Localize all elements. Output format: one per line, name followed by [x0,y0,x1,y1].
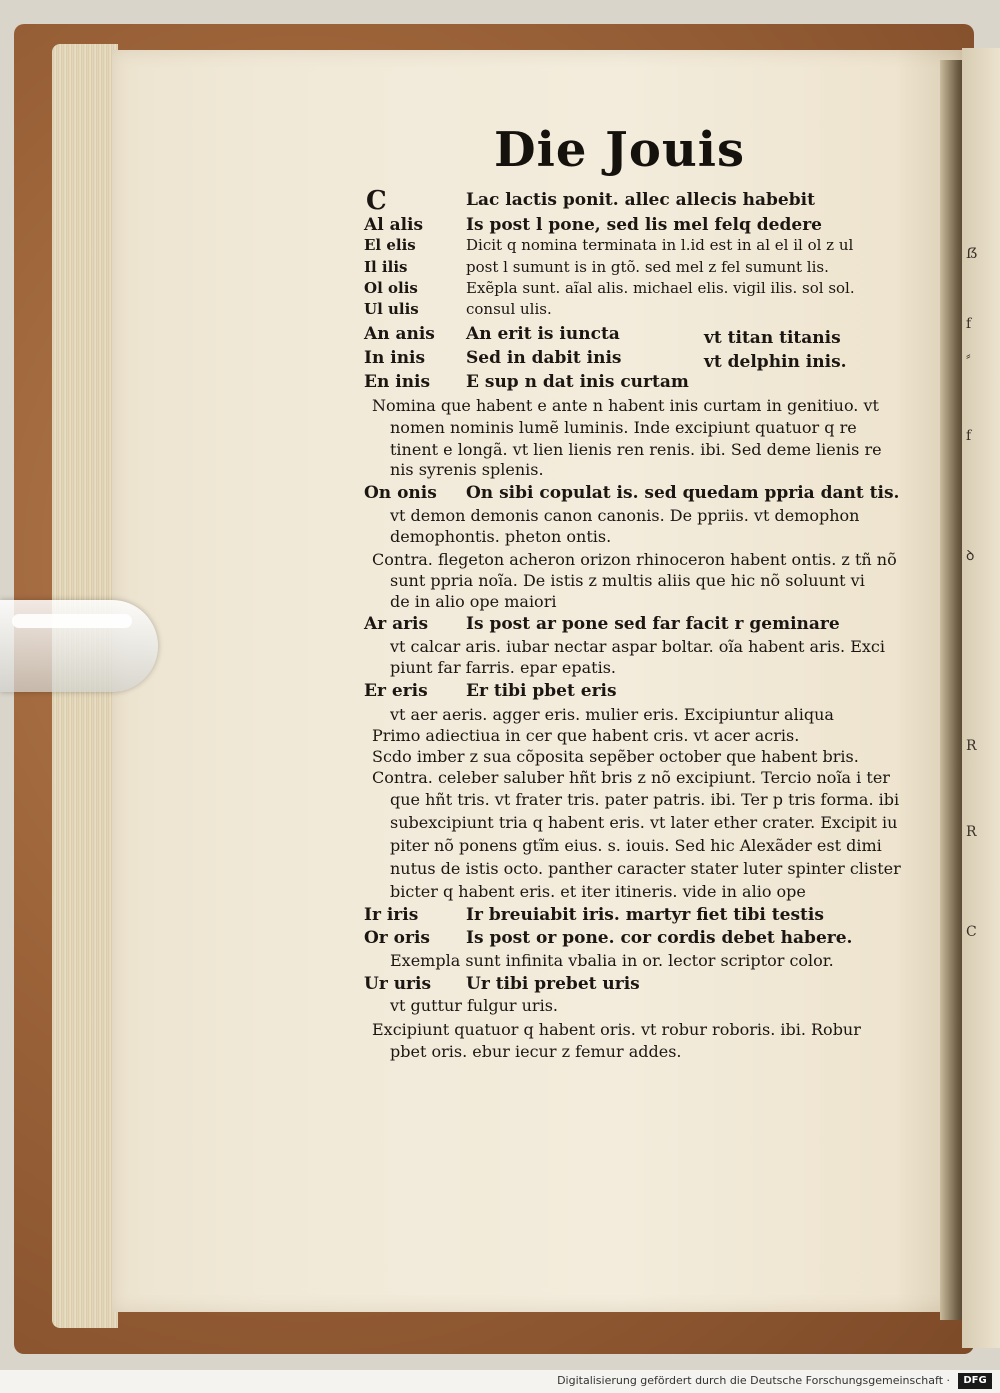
text-line: bicter q habent eris. et iter itineris. vide in alio ope [390,882,806,901]
text-line: piter nõ ponens gtĩm eius. s. iouis. Sed hic Alexãder est dimi [390,836,882,855]
row-rule: Ur tibi prebet uris [466,974,640,994]
text-line: que hñt tris. vt frater tris. pater patris. ibi. Ter p tris forma. ibi [390,790,900,809]
row-label: Er eris [364,681,428,701]
row-rule: Is post or pone. cor cordis debet habere. [466,928,853,948]
row-label: En inis [364,372,431,392]
row-label: Ur uris [364,974,432,994]
text-line: pbet oris. ebur iecur z femur addes. [390,1042,682,1061]
text-line: vt demon demonis canon canonis. De ppriis. vt demophon [390,506,860,525]
text-line: Excipiunt quatuor q habent oris. vt robur roboris. ibi. Robur [372,1020,861,1039]
row-example: vt titan titanis [704,328,841,348]
row-label: On onis [364,483,437,503]
text-line: subexcipiunt tria q habent eris. vt later ether crater. Excipit iu [390,813,898,832]
footer-bar [0,1370,1000,1393]
row-label: Ol olis [364,279,418,297]
text-line: nomen nominis lumẽ luminis. Inde excipiunt quatuor q re [390,418,857,437]
text-line: Scdo imber z sua cõposita sepẽber october que habent bris. [372,747,859,766]
row-rule: Ir breuiabit iris. martyr fiet tibi testis [466,905,824,925]
row-label: Il ilis [364,258,408,276]
row-label: An anis [364,324,435,344]
row-label: Or oris [364,928,431,948]
text-line: Primo adiectiua in cer que habent cris. vt acer acris. [372,726,800,745]
row-label: Ir iris [364,905,419,925]
row-rule: E sup n dat inis curtam [466,372,689,392]
text-line: nis syrenis splenis. [390,460,544,479]
row-rule: Is post ar pone sed far facit r geminare [466,614,840,634]
text-line: piunt far farris. epar epatis. [390,658,617,677]
text-line: Contra. flegeton acheron orizon rhinoceron habent ontis. z tñ nõ [372,550,897,569]
text-line: Contra. celeber saluber hñt bris z nõ excipiunt. Tercio noĩa i ter [372,768,890,787]
initial-letter: C [366,186,387,216]
row-rule: An erit is iuncta [466,324,620,344]
row-rule: Dicit q nomina terminata in l.id est in al el il ol z ul [466,236,854,254]
text-line: vt guttur fulgur uris. [390,996,558,1015]
text-line: vt aer aeris. agger eris. mulier eris. Excipiuntur aliqua [390,705,834,724]
row-rule: post l sumunt is in gtõ. sed mel z fel sumunt lis. [466,258,829,276]
row-rule: consul ulis. [466,300,552,318]
row-rule: On sibi copulat is. sed quedam ppria dant tis. [466,483,900,503]
text-line: nutus de istis octo. panther caracter stater luter spinter clister [390,859,901,878]
row-label: El elis [364,236,416,254]
dfg-logo: DFG [958,1373,992,1389]
first-rule: Lac lactis ponit. allec allecis habebit [466,190,815,210]
row-label: Al alis [364,215,424,235]
text-line: de in alio ope maiori [390,592,557,611]
text-line: sunt ppria noĩa. De istis z multis aliis que hic nõ soluunt vi [390,571,865,590]
text-line: Exempla sunt infinita vbalia in or. lector scriptor color. [390,951,834,970]
text-line: Nomina que habent e ante n habent inis curtam in genitiuo. vt [372,396,879,415]
text-line: demophontis. pheton ontis. [390,527,612,546]
row-label: In inis [364,348,426,368]
row-example: vt delphin inis. [704,352,847,372]
row-rule: Sed in dabit inis [466,348,622,368]
row-label: Ul ulis [364,300,419,318]
row-rule: Is post l pone, sed lis mel felq dedere [466,215,822,235]
glass-page-weight [0,600,158,692]
text-line: tinent e longã. vt lien lienis ren renis. ibi. Sed deme lienis re [390,440,882,459]
page-title: Die Jouis [494,122,745,178]
facing-page: ẞ f ⸗ f ꝺ R R C [962,48,1000,1348]
funding-credit: Digitalisierung gefördert durch die Deutsche Forschungsgemeinschaft · [557,1374,950,1387]
row-label: Ar aris [364,614,429,634]
row-rule: Exẽpla sunt. aĩal alis. michael elis. vigil ilis. sol sol. [466,279,855,297]
text-line: vt calcar aris. iubar nectar aspar boltar. oĩa habent aris. Exci [390,637,885,656]
row-rule: Er tibi pbet eris [466,681,617,701]
